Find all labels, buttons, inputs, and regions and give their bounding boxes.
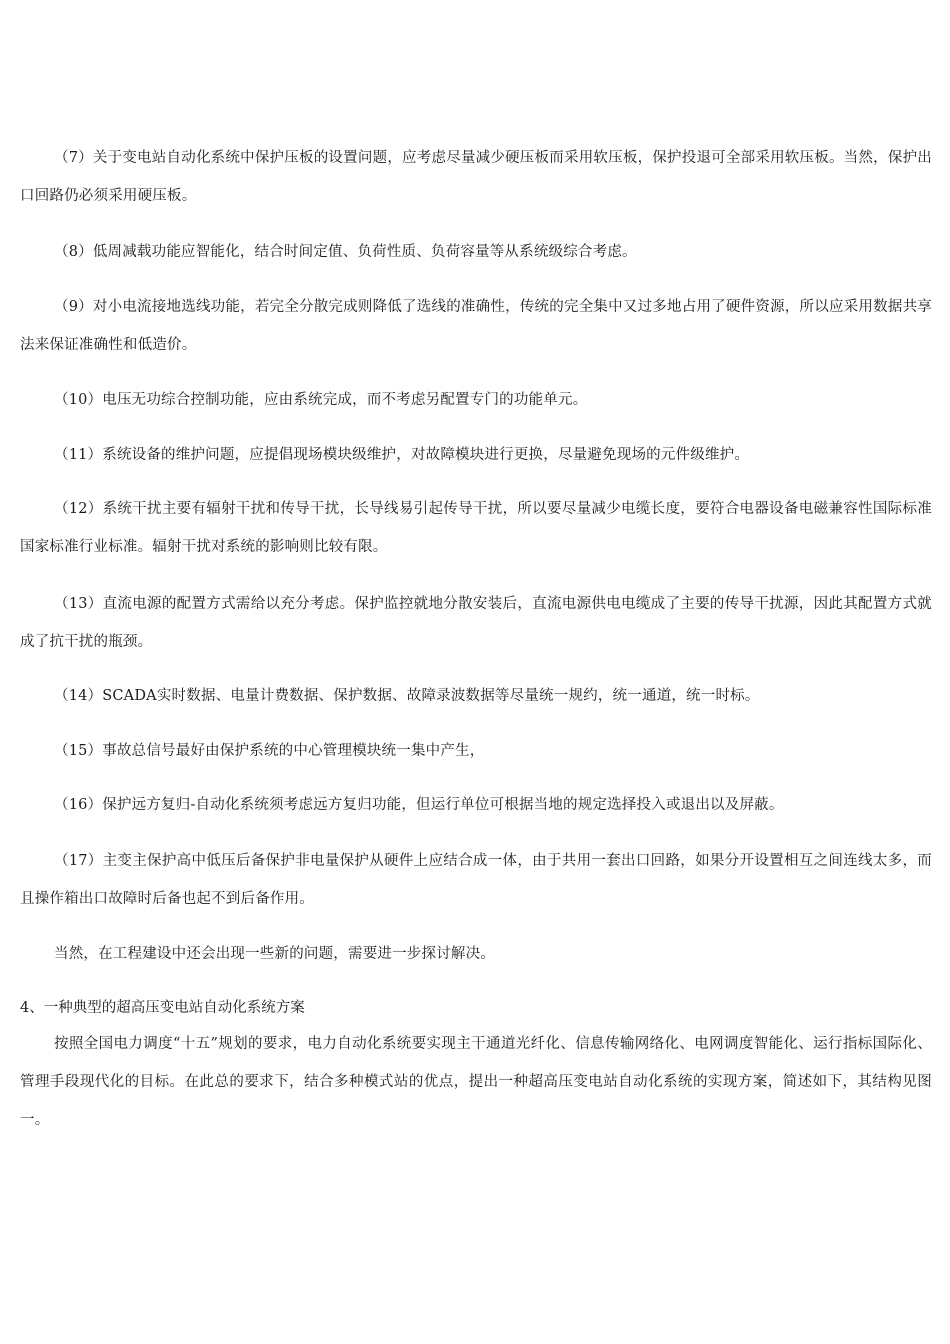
paragraph-item-14: （14）SCADA实时数据、电量计费数据、保护数据、故障录波数据等尽量统一规约，统一通道，统一时标。 bbox=[54, 688, 760, 704]
paragraph-item-13: （13）直流电源的配置方式需给以充分考虑。保护监控就地分散安装后，直流电源供电电缆成了主要的传导干扰源，因此其配置方式就成了抗干扰的瓶颈。 bbox=[20, 596, 932, 650]
paragraph-item-7: （7）关于变电站自动化系统中保护压板的设置问题，应考虑尽量减少硬压板而采用软压板，保护投退可全部采用软压板。当然，保护出口回路仍必须采用硬压板。 bbox=[20, 150, 932, 204]
closing-paragraph: 当然，在工程建设中还会出现一些新的问题，需要进一步探讨解决。 bbox=[54, 946, 495, 962]
paragraph-item-9: （9）对小电流接地选线功能，若完全分散完成则降低了选线的准确性，传统的完全集中又过多地占用了硬件资源，所以应采用数据共享法来保证准确性和低造价。 bbox=[20, 299, 932, 353]
paragraph-item-16: （16）保护远方复归-自动化系统须考虑远方复归功能，但运行单位可根据当地的规定选择投入或退出以及屏蔽。 bbox=[54, 797, 784, 813]
paragraph-item-15: （15）事故总信号最好由保护系统的中心管理模块统一集中产生， bbox=[54, 743, 485, 759]
paragraph-item-12: （12）系统干扰主要有辐射干扰和传导干扰，长导线易引起传导干扰，所以要尽量减少电缆长度，要符合电器设备电磁兼容性国际标准国家标准行业标准。辐射干扰对系统的影响则比较有限。 bbox=[20, 501, 932, 555]
section-paragraph: 按照全国电力调度“十五”规划的要求，电力自动化系统要实现主干通道光纤化、信息传输网络化、电网调度智能化、运行指标国际化、管理手段现代化的目标。在此总的要求下，结合多种模式站的优点，提出一种超高压变电站自动化系统的实现方案，简述如下，其结构见图一。 bbox=[20, 1036, 932, 1128]
paragraph-item-11: （11）系统设备的维护问题，应提倡现场模块级维护，对故障模块进行更换，尽量避免现场的元件级维护。 bbox=[54, 447, 750, 463]
section-heading: 4、一种典型的超高压变电站自动化系统方案 bbox=[20, 1000, 305, 1016]
paragraph-item-8: （8）低周减载功能应智能化，结合时间定值、负荷性质、负荷容量等从系统级综合考虑。 bbox=[54, 244, 637, 260]
paragraph-item-10: （10）电压无功综合控制功能，应由系统完成，而不考虑另配置专门的功能单元。 bbox=[54, 392, 588, 408]
paragraph-item-17: （17）主变主保护高中低压后备保护非电量保护从硬件上应结合成一体，由于共用一套出口回路，如果分开设置相互之间连线太多，而且操作箱出口故障时后备也起不到后备作用。 bbox=[20, 853, 932, 907]
